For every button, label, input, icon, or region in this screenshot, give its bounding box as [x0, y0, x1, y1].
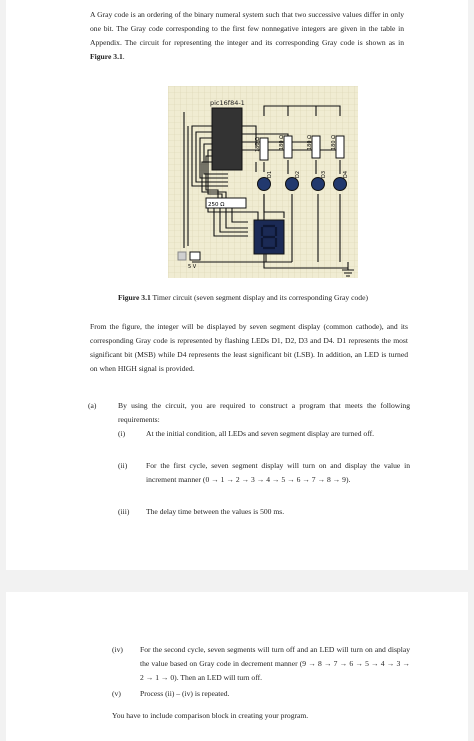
- document-page-2: [6, 592, 468, 741]
- question-label: (a): [88, 401, 97, 410]
- resistor-pack-label: 250 Ω: [208, 202, 225, 208]
- resistor-label: 180 Ω: [279, 135, 285, 150]
- description-paragraph: From the figure, the integer will be displayed by seven segment display (common cathode), and its corresponding Gray code is represented by flashing LEDs D1, D2, D3 and D4. D1 represents the most significant bit (MSB) while D4 represents the least significant bit (LSB). In addition, an LED is turned on when HIGH signal is provided.: [90, 322, 408, 373]
- led-d3: [312, 178, 325, 191]
- led-d4: [334, 178, 347, 191]
- item-number: (ii): [118, 461, 128, 470]
- figure-number: Figure 3.1: [118, 293, 151, 302]
- closing-instruction: You have to include comparison block in creating your program.: [112, 711, 309, 720]
- led-label: D2: [295, 170, 301, 178]
- figure-reference: Figure 3.1: [90, 52, 123, 61]
- requirement-item: The delay time between the values is 500 ms.: [146, 507, 285, 516]
- item-number: (i): [118, 429, 126, 438]
- item-number: (v): [112, 689, 121, 698]
- document-page-1: [6, 0, 468, 570]
- circuit-schematic: [168, 86, 358, 278]
- resistor-label: 180 Ω: [307, 135, 313, 150]
- microcontroller-chip: [210, 99, 245, 170]
- led-label: D4: [343, 170, 349, 178]
- figure-caption: [46, 293, 440, 302]
- circuit-diagram: [168, 86, 358, 278]
- question-text: By using the circuit, you are required to construct a program that meets the following requirements:: [118, 401, 410, 424]
- led-d2: [286, 178, 299, 191]
- supply-label: 5 V: [188, 264, 197, 270]
- requirement-item: For the first cycle, seven segment display will turn on and display the value in increment manner (0 → 1 → 2 → 3 → 4 → 5 → 6 → 7 → 8 → 9).: [146, 461, 410, 484]
- led-label: D3: [321, 170, 327, 178]
- item-number: (iv): [112, 645, 123, 654]
- chip-label: pic16f84-1: [210, 99, 245, 107]
- requirement-item: At the initial condition, all LEDs and seven segment display are turned off.: [146, 429, 375, 438]
- resistor-pack: [206, 198, 246, 208]
- resistor-label: 180 Ω: [255, 137, 261, 152]
- seven-segment-display: [254, 220, 284, 254]
- intro-text: A Gray code is an ordering of the binary numeral system such that two successive values differ in only one bit. The Gray code corresponding to the first few nonnegative integers are given in the table in Appendix. The circuit for representing the integer and its corresponding Gray code is shown as in: [90, 10, 404, 47]
- led-label: D1: [267, 170, 273, 178]
- led-d1: [258, 178, 271, 191]
- item-number: (iii): [118, 507, 130, 516]
- requirement-item: Process (ii) – (iv) is repeated.: [140, 689, 230, 698]
- requirement-item: For the second cycle, seven segments will turn off and an LED will turn on and display the value based on Gray code in decrement manner (9 → 8 → 7 → 6 → 5 → 4 → 3 → 2 → 1 → 0). Then an LED will turn off.: [140, 645, 410, 682]
- figure-caption-text: Timer circuit (seven segment display and its corresponding Gray code): [150, 293, 368, 302]
- resistor-label: 180 Ω: [331, 135, 337, 150]
- intro-tail: .: [122, 52, 125, 61]
- intro-paragraph: [90, 8, 404, 64]
